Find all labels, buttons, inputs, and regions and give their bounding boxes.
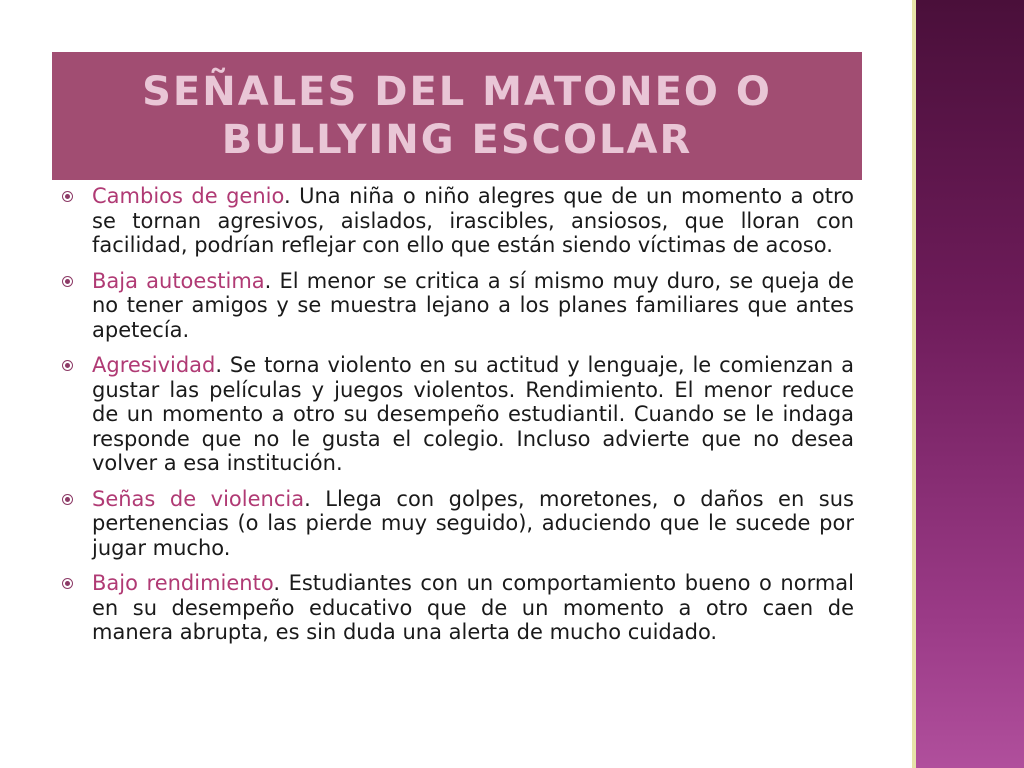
bullet-circle-icon bbox=[62, 276, 73, 287]
bullet-list bbox=[60, 184, 854, 656]
bullet-circle-icon bbox=[62, 360, 73, 371]
bullet-item-cambios-de-genio bbox=[60, 184, 854, 258]
bullet-keyword: Baja autoestima bbox=[92, 268, 265, 293]
slide-title-line-2: BULLYING ESCOLAR bbox=[221, 117, 693, 163]
bullet-keyword: Bajo rendimiento bbox=[92, 571, 274, 595]
bullet-keyword: Cambios de genio bbox=[92, 184, 284, 208]
decorative-side-bar bbox=[912, 0, 1024, 768]
slide-title-line-1: SEÑALES DEL MATONEO O bbox=[142, 69, 772, 115]
bullet-keyword: Agresividad bbox=[92, 353, 216, 377]
bullet-text: . El menor se critica a sí mismo muy duro, se queja de no tener amigos y se muestra lejano a los planes familiares que antes apetecía. bbox=[92, 268, 854, 342]
bullet-circle-icon bbox=[62, 191, 73, 202]
bullet-item-bajo-rendimiento bbox=[60, 571, 854, 645]
bullet-text: . Se torna violento en su actitud y lenguaje, le comienzan a gustar las películas y juegos violentos. Rendimiento. El menor reduce de un momento a otro su desempeño estudiantil. Cuando se le indaga responde que no le gusta el colegio. Incluso advierte que no desea volver a esa institución. bbox=[92, 353, 854, 475]
bullet-text: . Llega con golpes, moretones, o daños en sus pertenencias (o las pierde muy seguido), aduciendo que le sucede por jugar mucho. bbox=[92, 486, 854, 560]
title-banner bbox=[52, 52, 862, 180]
bullet-text: . Una niña o niño alegres que de un momento a otro se tornan agresivos, aislados, irascibles, ansiosos, que lloran con facilidad, podrían reflejar con ello que están siendo víctimas de acoso. bbox=[92, 184, 854, 257]
bullet-keyword: Señas de violencia bbox=[92, 486, 305, 511]
bullet-item-agresividad bbox=[60, 353, 854, 476]
bullet-circle-icon bbox=[62, 578, 73, 589]
bullet-text: . Estudiantes con un comportamiento bueno o normal en su desempeño educativo que de un momento a otro caen de manera abrupta, es sin duda una alerta de mucho cuidado. bbox=[92, 571, 854, 644]
bullet-item-baja-autoestima bbox=[60, 269, 854, 343]
bullet-item-senas-de-violencia bbox=[60, 487, 854, 561]
bullet-circle-icon bbox=[62, 494, 73, 505]
